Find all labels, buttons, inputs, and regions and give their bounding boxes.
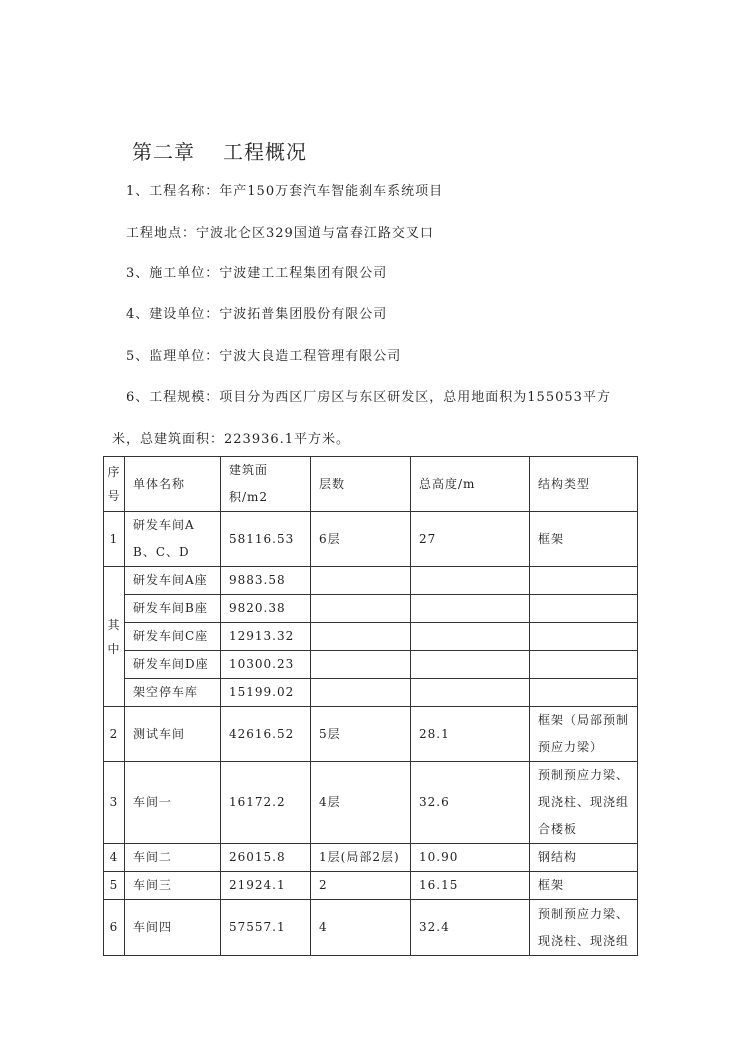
height-cell: 32.6	[411, 762, 530, 844]
area-cell: 15199.02	[221, 679, 311, 707]
name-cell: 测试车间	[125, 707, 221, 762]
area-cell: 12913.32	[221, 623, 311, 651]
floors-cell	[311, 679, 411, 707]
name-cell: 研发车间D座	[125, 651, 221, 679]
area-cell: 42616.52	[221, 707, 311, 762]
area-cell: 16172.2	[221, 762, 311, 844]
structure-cell	[530, 623, 638, 651]
table-row	[104, 900, 638, 956]
area-cell: 21924.1	[221, 872, 311, 900]
table-row	[104, 844, 638, 872]
height-cell	[411, 679, 530, 707]
paragraph: 米，总建筑面积：223936.1平方米。	[112, 432, 351, 447]
area-cell: 57557.1	[221, 900, 311, 956]
name-cell: 车间二	[125, 844, 221, 872]
table-row	[104, 595, 638, 623]
area-cell: 58116.53	[221, 512, 311, 567]
paragraph: 工程地点：宁波北仑区329国道与富春江路交叉口	[126, 226, 434, 241]
height-cell: 27	[411, 512, 530, 567]
floors-cell	[311, 651, 411, 679]
structure-cell: 预制预应力梁、现浇柱、现浇组	[530, 900, 638, 956]
height-cell: 16.15	[411, 872, 530, 900]
height-cell	[411, 651, 530, 679]
seq-cell: 5	[104, 872, 125, 900]
structure-cell	[530, 679, 638, 707]
header-cell: 结构类型	[530, 457, 638, 512]
table-row	[104, 762, 638, 844]
paragraph: 6、工程规模：项目分为西区厂房区与东区研发区，总用地面积为155053平方	[126, 390, 611, 405]
area-cell: 10300.23	[221, 651, 311, 679]
table-row	[104, 679, 638, 707]
area-cell: 26015.8	[221, 844, 311, 872]
height-cell: 28.1	[411, 707, 530, 762]
structure-cell	[530, 595, 638, 623]
group-label-cell: 其中	[104, 567, 125, 707]
paragraph: 5、监理单位：宁波大良造工程管理有限公司	[126, 349, 402, 364]
seq-cell: 1	[104, 512, 125, 567]
paragraph: 1、工程名称：年产150万套汽车智能刹车系统项目	[126, 184, 444, 199]
floors-cell	[311, 623, 411, 651]
name-cell: 研发车间A座	[125, 567, 221, 595]
name-cell: 车间一	[125, 762, 221, 844]
table-row	[104, 512, 638, 567]
chapter-heading	[132, 136, 307, 165]
seq-cell: 2	[104, 707, 125, 762]
height-cell	[411, 623, 530, 651]
floors-cell	[311, 595, 411, 623]
paragraph: 4、建设单位：宁波拓普集团股份有限公司	[126, 307, 388, 322]
seq-cell: 4	[104, 844, 125, 872]
structure-cell: 预制预应力梁、现浇柱、现浇组合楼板	[530, 762, 638, 844]
table-row	[104, 567, 638, 595]
building-table	[103, 456, 638, 956]
structure-cell	[530, 567, 638, 595]
floors-cell	[311, 567, 411, 595]
height-cell	[411, 595, 530, 623]
seq-cell: 3	[104, 762, 125, 844]
structure-cell: 框架	[530, 872, 638, 900]
table-header-row	[104, 457, 638, 512]
header-cell: 总高度/m	[411, 457, 530, 512]
name-cell: 架空停车库	[125, 679, 221, 707]
header-cell: 单体名称	[125, 457, 221, 512]
area-cell: 9883.58	[221, 567, 311, 595]
floors-cell: 2	[311, 872, 411, 900]
header-cell: 建筑面积/m2	[221, 457, 311, 512]
floors-cell: 5层	[311, 707, 411, 762]
name-cell: 研发车间A B、C、D	[125, 512, 221, 567]
floors-cell: 4层	[311, 762, 411, 844]
header-cell: 层数	[311, 457, 411, 512]
height-cell: 32.4	[411, 900, 530, 956]
name-cell: 研发车间B座	[125, 595, 221, 623]
name-cell: 车间三	[125, 872, 221, 900]
chapter-title: 工程概况	[223, 140, 307, 164]
table-row	[104, 623, 638, 651]
chapter-number: 第二章	[132, 140, 195, 164]
table-row	[104, 707, 638, 762]
structure-cell: 钢结构	[530, 844, 638, 872]
floors-cell: 1层(局部2层)	[311, 844, 411, 872]
seq-cell: 6	[104, 900, 125, 956]
structure-cell	[530, 651, 638, 679]
structure-cell: 框架（局部预制预应力梁）	[530, 707, 638, 762]
floors-cell: 6层	[311, 512, 411, 567]
structure-cell: 框架	[530, 512, 638, 567]
area-cell: 9820.38	[221, 595, 311, 623]
height-cell	[411, 567, 530, 595]
floors-cell: 4	[311, 900, 411, 956]
table-row	[104, 651, 638, 679]
height-cell: 10.90	[411, 844, 530, 872]
header-cell: 序号	[104, 457, 125, 512]
table-row	[104, 872, 638, 900]
name-cell: 研发车间C座	[125, 623, 221, 651]
paragraph: 3、施工单位：宁波建工工程集团有限公司	[126, 266, 388, 281]
name-cell: 车间四	[125, 900, 221, 956]
